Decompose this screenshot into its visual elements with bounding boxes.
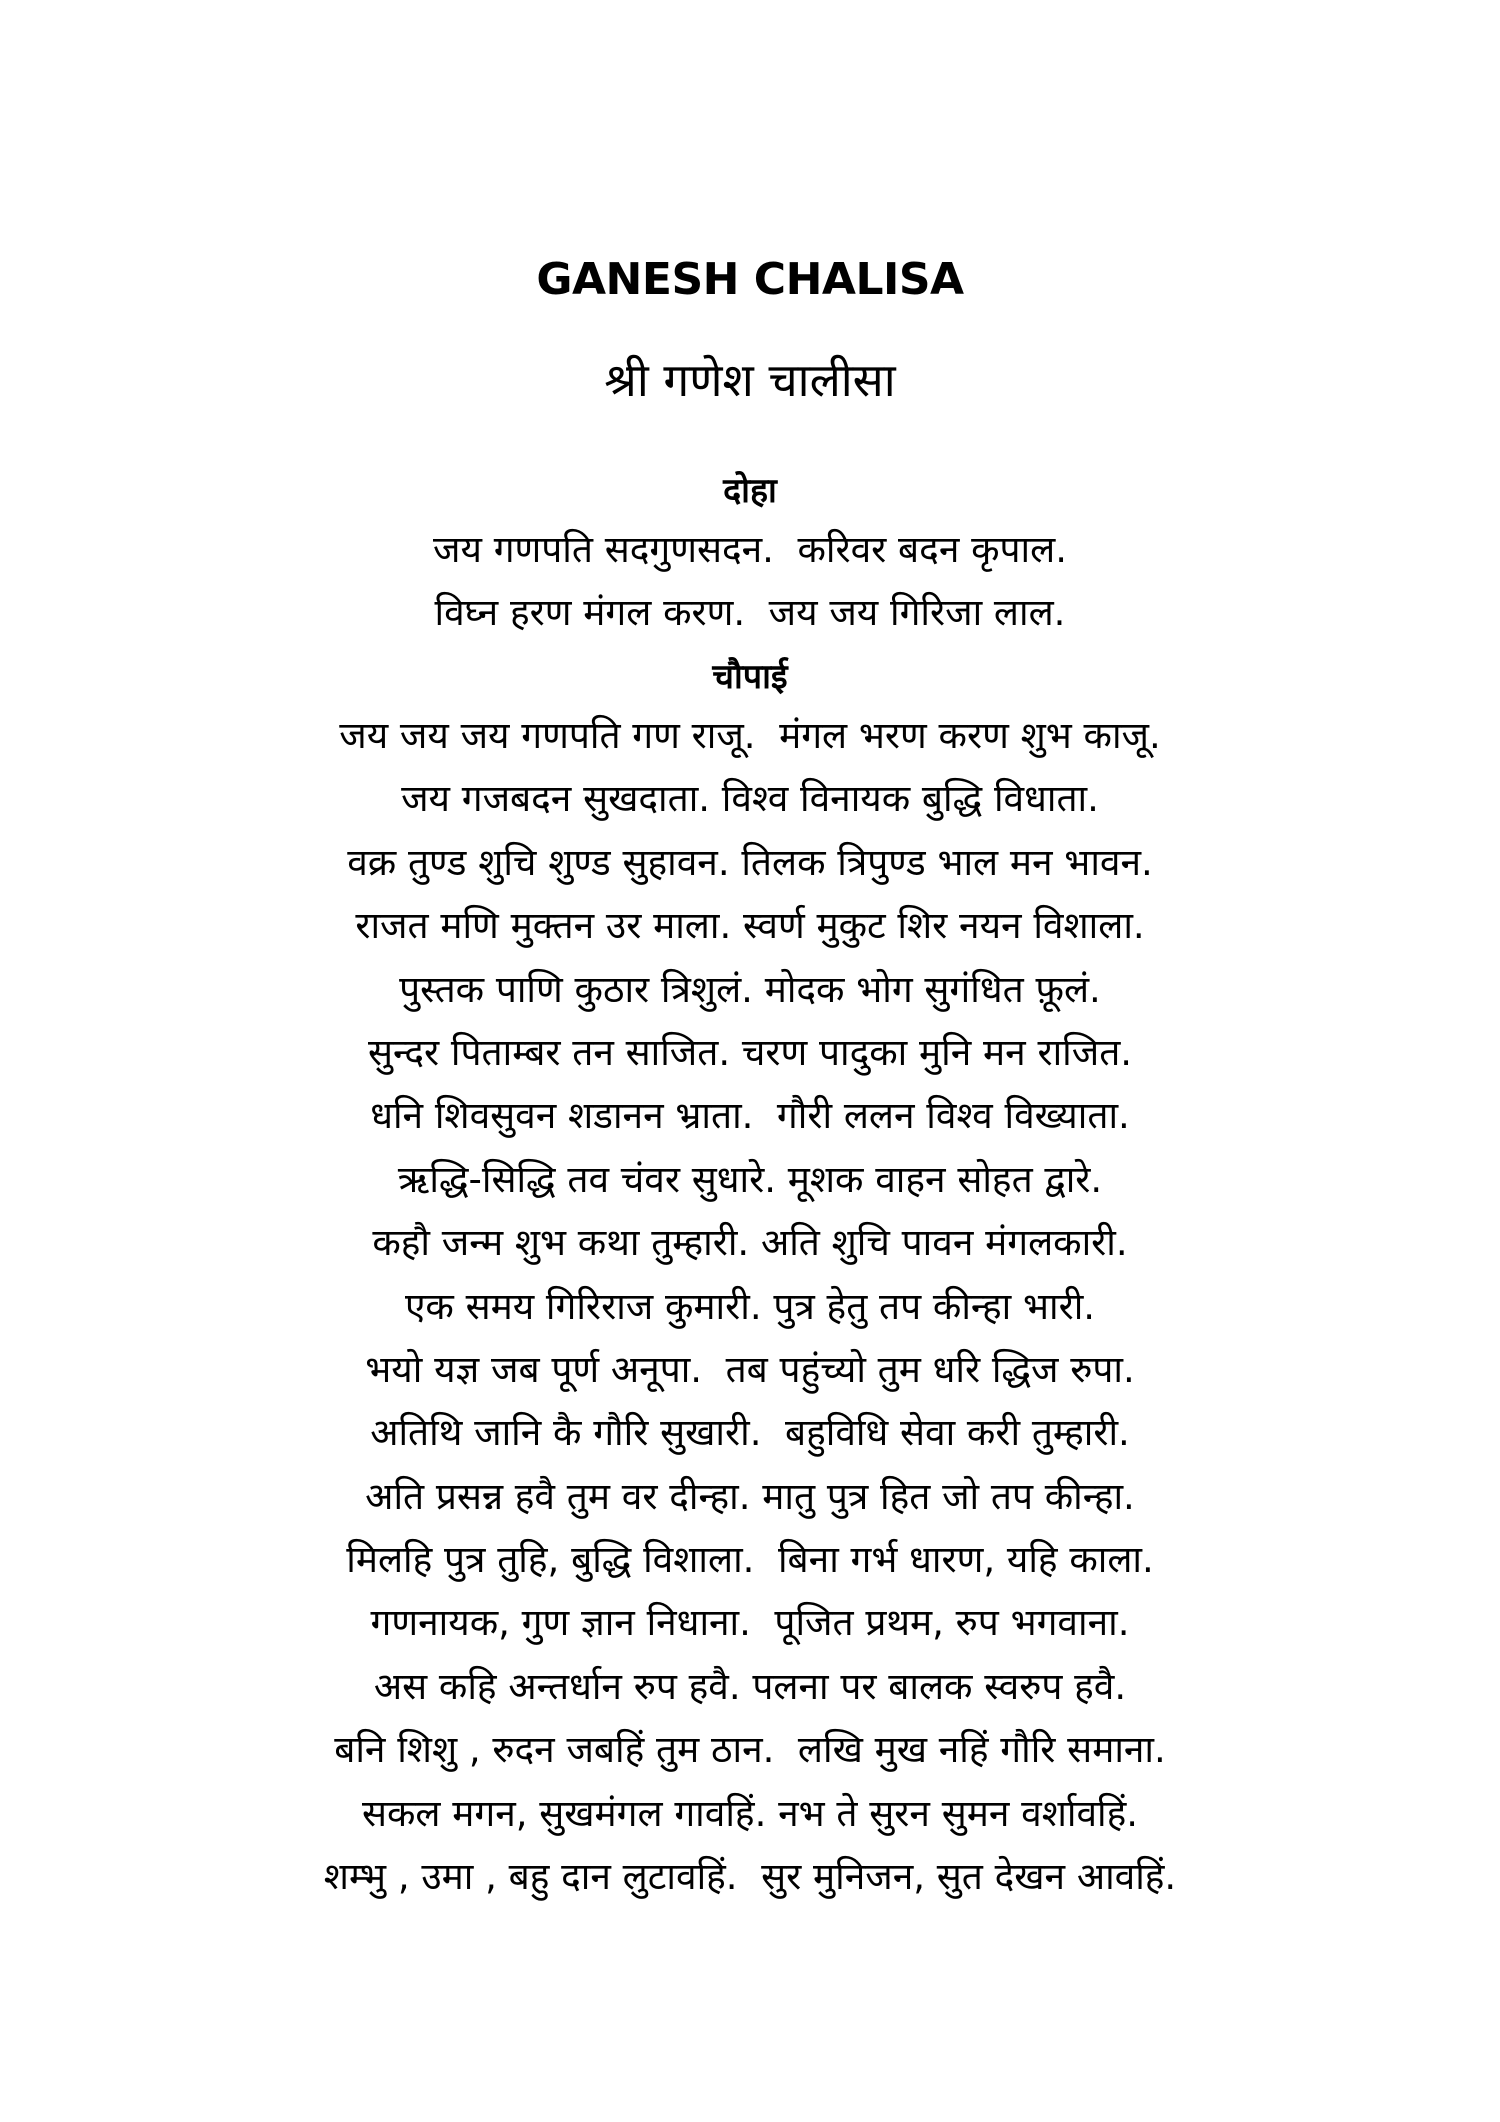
chaupai-line: जय जय जय गणपति गण राजू. मंगल भरण करण शुभ काजू. bbox=[339, 714, 1161, 757]
doha-heading: दोहा bbox=[723, 471, 777, 511]
chaupai-line: अतिथि जानि कै गौरि सुखारी. बहुविधि सेवा करी तुम्हारी. bbox=[370, 1411, 1130, 1455]
chaupai-line: ऋद्धि-सिद्धि तव चंवर सुधारे. मूशक वाहन सोहत द्वारे. bbox=[397, 1157, 1103, 1201]
doha-line: जय गणपति सदगुणसदन. करिवर बदन कृपाल. bbox=[433, 528, 1067, 571]
document-subtitle: श्री गणेश चालीसा bbox=[604, 353, 896, 407]
chaupai-heading: चौपाई bbox=[712, 657, 788, 697]
chaupai-line: एक समय गिरिराज कुमारी. पुत्र हेतु तप कीन्हा भारी. bbox=[404, 1284, 1096, 1328]
chaupai-line: गणनायक, गुण ज्ञान निधाना. पूजित प्रथम, रुप भगवाना. bbox=[370, 1601, 1130, 1645]
chaupai-line: मिलहि पुत्र तुहि, बुद्धि विशाला. बिना गर्भ धारण, यहि काला. bbox=[346, 1538, 1154, 1582]
chaupai-section bbox=[0, 650, 1500, 1908]
chaupai-line: अति प्रसन्न हवै तुम वर दीन्हा. मातु पुत्र हित जो तप कीन्हा. bbox=[365, 1474, 1135, 1518]
chaupai-line: सुन्दर पिताम्बर तन साजित. चरण पादुका मुनि मन राजित. bbox=[367, 1030, 1133, 1074]
chaupai-line: कहौ जन्म शुभ कथा तुम्हारी. अति शुचि पावन मंगलकारी. bbox=[372, 1221, 1128, 1265]
chaupai-line: भयो यज्ञ जब पूर्ण अनूपा. तब पहुंच्यो तुम धरि द्धिज रुपा. bbox=[365, 1347, 1135, 1391]
chaupai-line: वक्र तुण्ड शुचि शुण्ड सुहावन. तिलक त्रिपुण्ड भाल मन भावन. bbox=[347, 840, 1153, 884]
chaupai-line: पुस्तक पाणि कुठार त्रिशुलं. मोदक भोग सुगंधित फ़ूलं. bbox=[399, 967, 1101, 1011]
chaupai-line: अस कहि अन्तर्धान रुप हवै. पलना पर बालक स्वरुप हवै. bbox=[373, 1664, 1127, 1708]
doha-section bbox=[0, 464, 1500, 645]
document-title: GANESH CHALISA bbox=[536, 254, 964, 305]
chaupai-line: सकल मगन, सुखमंगल गावहिं. नभ ते सुरन सुमन वर्शावहिं. bbox=[361, 1791, 1139, 1835]
chaupai-line: धनि शिवसुवन शडानन भ्राता. गौरी ललन विश्व विख्याता. bbox=[370, 1094, 1130, 1138]
chaupai-line: बनि शिशु , रुदन जबहिं तुम ठान. लखि मुख नहिं गौरि समाना. bbox=[334, 1728, 1166, 1772]
chaupai-line: जय गजबदन सुखदाता. विश्व विनायक बुद्धि विधाता. bbox=[401, 777, 1099, 821]
chaupai-line: शम्भु , उमा , बहु दान लुटावहिं. सुर मुनिजन, सुत देखन आवहिं. bbox=[323, 1855, 1177, 1899]
chaupai-line: राजत मणि मुक्तन उर माला. स्वर्ण मुकुट शिर नयन विशाला. bbox=[355, 904, 1145, 948]
doha-line: विघ्न हरण मंगल करण. जय जय गिरिजा लाल. bbox=[434, 591, 1066, 635]
